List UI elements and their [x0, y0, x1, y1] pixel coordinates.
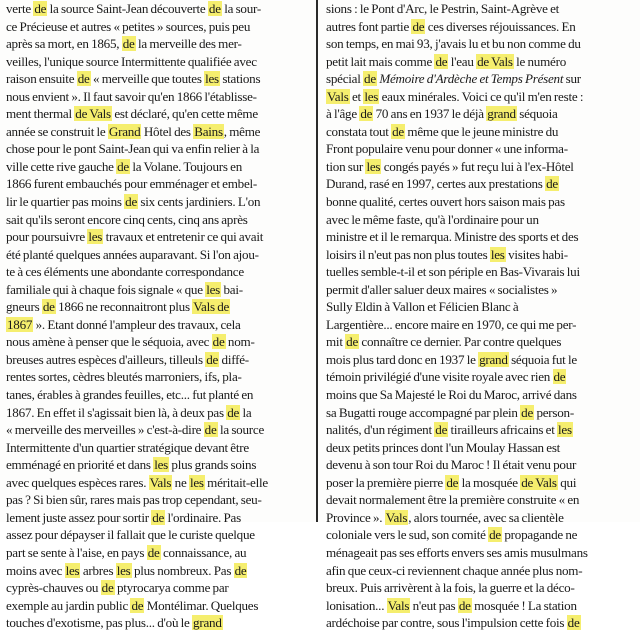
- text-line: [6, 491, 306, 509]
- text-line: [326, 351, 626, 369]
- text-line: [6, 105, 306, 123]
- text-line: [326, 421, 626, 439]
- highlighted-word: Grand: [108, 123, 141, 139]
- highlighted-word: de: [546, 176, 558, 192]
- text-line: [326, 614, 626, 632]
- text-run: coloniale vers le sud, son comité: [326, 527, 489, 543]
- text-run: poser la première pierre: [326, 474, 446, 490]
- text-run: , alors tournée, avec sa clientèle: [408, 509, 564, 525]
- text-run: 1866 furent embauchés pour emménager et embel-: [6, 176, 258, 192]
- text-line: [6, 351, 306, 369]
- highlighted-word: Vals: [327, 88, 349, 104]
- text-line: [6, 474, 306, 492]
- text-run: plus nombreux. Pas: [131, 562, 234, 578]
- text-line: [326, 246, 626, 264]
- left-column: [6, 0, 306, 632]
- text-line: [326, 211, 626, 229]
- text-line: [326, 509, 626, 527]
- highlighted-word: de: [125, 194, 137, 210]
- text-run: plus grands soins: [168, 457, 257, 473]
- text-run: raison ensuite: [6, 71, 77, 87]
- text-run: nous amène à penser que le séquoia, avec: [6, 334, 212, 350]
- right-column: [326, 0, 626, 632]
- highlighted-word: de: [34, 1, 47, 16]
- text-line: [6, 404, 306, 422]
- text-line: [326, 579, 626, 597]
- text-run: gneurs: [6, 299, 42, 315]
- text-run: petit lait mais comme: [326, 53, 435, 69]
- text-run: la source: [217, 422, 265, 438]
- text-line: [326, 439, 626, 457]
- text-run: arbres: [80, 562, 116, 578]
- text-run: qui: [557, 474, 577, 490]
- text-run: avec quelques espèces rares.: [6, 474, 149, 490]
- text-line: [326, 474, 626, 492]
- text-run: nom-: [225, 334, 255, 350]
- text-run: nous envient ». Il faut savoir qu'en 1866 l'établisse-: [6, 88, 257, 104]
- text-run: deux petits princes dont l'un Moulay Hassan est: [326, 439, 561, 455]
- text-line: [6, 175, 306, 193]
- text-line: [6, 193, 306, 211]
- text-run: veilles, l'unique source Intermittente qualifiée avec: [6, 53, 257, 69]
- text-run: eaux minérales. Voici ce qu'il m'en reste :: [379, 88, 584, 104]
- text-run: la merveille des mer-: [135, 36, 242, 52]
- text-run: et: [349, 88, 364, 104]
- text-run: touches d'exotisme, pas plus... d'où le: [6, 615, 193, 631]
- text-run: sur: [563, 71, 581, 87]
- text-run: Province ».: [326, 509, 385, 525]
- highlighted-word: de: [117, 158, 129, 174]
- text-run: congés payés » fut reçu lui à l'ex-Hôtel: [381, 158, 574, 174]
- text-run: travaux et entretenir ce qui avait: [103, 229, 264, 245]
- text-run: l'ordinaire. Pas: [165, 509, 241, 525]
- highlighted-word: de: [77, 71, 90, 87]
- highlighted-word: de: [364, 71, 376, 87]
- text-run: moins avec: [6, 562, 65, 578]
- text-run: Hôtel des: [141, 123, 194, 139]
- text-line: [6, 456, 306, 474]
- text-line: [6, 246, 306, 264]
- text-run: Durand, rasé en 1997, certes aux prestations: [326, 176, 546, 192]
- italic-title: Mémoire d'Ardèche et Temps Présent: [379, 71, 564, 87]
- text-run: Largentière... encore maire en 1970, ce qui me per-: [326, 316, 577, 332]
- text-run: constata tout: [326, 123, 392, 139]
- highlighted-word: grand: [479, 351, 508, 367]
- text-run: visites habi-: [505, 246, 568, 262]
- highlighted-word: Bains: [194, 123, 223, 139]
- highlighted-word: de: [101, 580, 114, 596]
- text-run: Montélimar. Quelques: [144, 597, 259, 613]
- text-line: [326, 263, 626, 281]
- text-run: lir le quartier pas moins: [6, 194, 125, 210]
- text-line: [6, 597, 306, 615]
- text-run: ». Etant donné l'ampleur des travaux, cela: [33, 316, 241, 332]
- text-run: mois plus tard donc en 1937 le: [326, 351, 479, 367]
- text-line: [326, 456, 626, 474]
- highlighted-word: de: [147, 544, 160, 560]
- text-run: été planté quelques années auparavant. Si l'on ajou-: [6, 246, 259, 262]
- highlighted-word: de: [204, 422, 217, 438]
- text-line: [6, 281, 306, 299]
- text-line: [326, 544, 626, 562]
- text-line: [6, 18, 306, 36]
- text-run: breux. Puis arrivèrent à la fois, la guerre et la déco-: [326, 580, 575, 596]
- highlighted-word: de Vals: [75, 106, 111, 122]
- highlighted-word: de: [227, 404, 240, 420]
- text-run: cyprès-chauves ou: [6, 580, 101, 596]
- text-run: ce Précieuse et autres « petites » sources, puis peu: [6, 18, 251, 34]
- text-run: autres font partie: [326, 18, 412, 34]
- text-run: séquoia fut le: [508, 351, 577, 367]
- text-line: [326, 298, 626, 316]
- text-run: tuelles semble-t-il et son périple en Bas-Vivarais lui: [326, 264, 580, 280]
- text-run: méritait-elle: [204, 474, 268, 490]
- text-line: [326, 228, 626, 246]
- text-run: ment thermal: [6, 106, 75, 122]
- text-run: stations: [219, 71, 261, 87]
- highlighted-word: de: [458, 597, 471, 613]
- text-run: devait normalement être la première construite « en: [326, 492, 580, 508]
- text-line: [326, 70, 626, 88]
- text-run: 1867. En effet il s'agissait bien là, à deux pas: [6, 404, 227, 420]
- text-line: [6, 263, 306, 281]
- highlighted-word: Vals: [387, 597, 410, 613]
- text-run: témoin privilégié d'une visite royale avec rien: [326, 369, 553, 385]
- text-run: Sully Eldin à Vallon et Félicien Blanc à: [326, 299, 519, 315]
- text-line: [326, 53, 626, 71]
- text-run: lonisation...: [326, 597, 387, 613]
- text-run: Front populaire venu pour donner « une informa-: [326, 141, 568, 157]
- highlighted-word: les: [366, 158, 381, 174]
- text-line: [6, 316, 306, 334]
- text-run: devenu à son tour Roi du Maroc ! Il était venu pour: [326, 457, 577, 473]
- text-run: person-: [534, 404, 574, 420]
- highlighted-word: les: [154, 457, 168, 473]
- text-run: rentes sortes, cèdres bleutés marroniers, ifs, pla-: [6, 369, 242, 385]
- text-run: bai-: [221, 281, 243, 297]
- text-run: sions : le Pont d'Arc, le Pestrin, Saint-Agrève et: [326, 1, 560, 16]
- highlighted-word: les: [189, 474, 204, 490]
- text-run: son temps, en mai 93, j'avais lu et bu non comme du: [326, 36, 581, 52]
- text-line: [6, 298, 306, 316]
- text-run: ministre et il le remarqua. Ministre des sports et des: [326, 229, 579, 245]
- text-line: [326, 404, 626, 422]
- text-run: après sa mort, en 1865,: [6, 36, 122, 52]
- text-line: [326, 526, 626, 544]
- highlighted-word: de: [567, 615, 580, 631]
- text-line: [326, 0, 626, 18]
- text-run: chose pour le pont Saint-Jean qui va enfin relier à la: [6, 141, 260, 157]
- text-line: [326, 491, 626, 509]
- text-run: pas ? Si bien sûr, rares mais pas trop cependant, seu-: [6, 492, 262, 508]
- highlighted-word: de: [446, 474, 459, 490]
- highlighted-word: de: [360, 106, 373, 122]
- text-run: part se sente à l'aise, en pays: [6, 544, 147, 560]
- text-line: [326, 193, 626, 211]
- text-line: [6, 53, 306, 71]
- text-run: propagande ne: [501, 527, 578, 543]
- text-run: six cents jardiniers. L'on: [138, 194, 261, 210]
- text-run: « merveille que toutes: [90, 71, 205, 87]
- highlighted-word: grand: [487, 106, 516, 122]
- text-run: 1866 ne reconnaitront plus: [55, 299, 193, 315]
- text-run: ville cette rive gauche: [6, 158, 117, 174]
- text-line: [6, 211, 306, 229]
- text-line: [326, 18, 626, 36]
- highlighted-word: les: [88, 229, 103, 245]
- highlighted-word: de: [412, 18, 425, 34]
- text-run: loisirs il n'eut pas non plus toutes: [326, 246, 490, 262]
- text-run: connaître ce dernier. Par contre quelques: [359, 334, 562, 350]
- highlighted-word: de: [435, 422, 448, 438]
- text-run: te à ces éléments une abondante correspondance: [6, 264, 244, 280]
- text-line: [6, 123, 306, 141]
- text-line: [326, 386, 626, 404]
- text-line: [326, 105, 626, 123]
- text-run: même que le jeune ministre du: [404, 123, 559, 139]
- highlighted-word: les: [490, 246, 505, 262]
- text-line: [326, 333, 626, 351]
- text-line: [6, 544, 306, 562]
- highlighted-word: de Vals: [477, 53, 513, 69]
- highlighted-word: les: [65, 562, 80, 578]
- text-line: [326, 88, 626, 106]
- highlighted-word: grand: [193, 615, 222, 631]
- text-run: à l'âge: [326, 106, 360, 122]
- highlighted-word: de: [346, 334, 358, 350]
- text-line: [326, 368, 626, 386]
- text-run: ces diverses réjouissances. En: [425, 18, 576, 34]
- text-run: nalités, d'un régiment: [326, 422, 435, 438]
- text-line: [6, 579, 306, 597]
- text-run: verte: [6, 1, 34, 16]
- text-run: spécial: [326, 71, 364, 87]
- text-line: [6, 228, 306, 246]
- text-run: emménagé en priorité et dans: [6, 457, 154, 473]
- text-line: [326, 316, 626, 334]
- text-run: assez pour dépayser il fallait que le curiste quelque: [6, 527, 255, 543]
- text-line: [6, 35, 306, 53]
- highlighted-word: Vals de: [193, 299, 230, 315]
- highlighted-word: de: [152, 509, 165, 525]
- text-run: la: [240, 404, 252, 420]
- text-run: connaissance, au: [160, 544, 247, 560]
- text-run: sa Bugatti rouge accompagné par plein: [326, 404, 521, 420]
- highlighted-word: de: [208, 1, 221, 16]
- text-line: [326, 140, 626, 158]
- text-line: [6, 158, 306, 176]
- text-line: [6, 439, 306, 457]
- highlighted-word: de: [435, 53, 448, 69]
- text-run: ménageait pas ses efforts envers ses amis musulmans: [326, 544, 588, 560]
- text-run: permit d'aller saluer deux maires « socialistes »: [326, 281, 558, 297]
- text-run: breuses autres espèces d'ailleurs, tilleuls: [6, 351, 206, 367]
- highlighted-word: les: [205, 71, 219, 87]
- text-line: [6, 333, 306, 351]
- text-run: bonne qualité, certes ouvert hors saison mais pas: [326, 194, 565, 210]
- highlighted-word: de: [521, 404, 534, 420]
- text-run: la Volane. Toujours en: [129, 158, 243, 174]
- highlighted-word: les: [364, 88, 379, 104]
- text-run: pour poursuivre: [6, 229, 88, 245]
- text-line: [6, 386, 306, 404]
- text-line: [326, 562, 626, 580]
- text-line: [6, 140, 306, 158]
- text-run: ptyrocarya comme par: [114, 580, 229, 596]
- text-run: la sour-: [221, 1, 261, 16]
- text-run: est déclaré, qu'en cette même: [111, 106, 258, 122]
- text-run: mit: [326, 334, 346, 350]
- text-line: [326, 158, 626, 176]
- text-run: l'eau: [448, 53, 477, 69]
- text-line: [326, 175, 626, 193]
- text-run: moins que Sa Majesté le Roi du Maroc, arrivé dans: [326, 387, 577, 403]
- text-line: [6, 614, 306, 632]
- highlighted-word: Vals: [385, 509, 408, 525]
- highlighted-word: 1867: [7, 316, 33, 332]
- highlighted-word: de: [392, 123, 404, 139]
- highlighted-word: de: [489, 527, 501, 543]
- highlighted-word: de: [234, 562, 247, 578]
- highlighted-word: de: [206, 351, 219, 367]
- text-line: [326, 123, 626, 141]
- text-run: le numéro: [513, 53, 566, 69]
- text-run: tirailleurs africains et: [448, 422, 558, 438]
- highlighted-word: les: [206, 281, 221, 297]
- text-line: [6, 0, 306, 18]
- column-divider: [316, 0, 318, 522]
- text-run: Intermittente d'un quartier stratégique devant être: [6, 439, 249, 455]
- text-run: ardéchoise par contre, sous l'impulsion cette fois: [326, 615, 567, 631]
- text-run: exemple au jardin public: [6, 597, 131, 613]
- highlighted-word: Vals: [149, 474, 172, 490]
- text-run: familiale qui à chaque fois signale « que: [6, 281, 206, 297]
- text-run: tanes, érables à grandes feuilles, etc... fut planté en: [6, 387, 254, 403]
- text-line: [326, 597, 626, 615]
- text-run: n'eut pas: [410, 597, 458, 613]
- text-line: [6, 562, 306, 580]
- highlighted-word: de Vals: [521, 474, 557, 490]
- text-run: tion sur: [326, 158, 366, 174]
- text-run: , même: [223, 123, 261, 139]
- text-run: afin que ceux-ci reviennent chaque année plus nom-: [326, 562, 583, 578]
- text-run: avec le même faste, qu'à l'ordinaire pour un: [326, 211, 539, 227]
- text-line: [6, 88, 306, 106]
- highlighted-word: de: [212, 334, 225, 350]
- text-line: [6, 526, 306, 544]
- text-run: « merveille des merveilles » c'est-à-dire: [6, 422, 204, 438]
- highlighted-word: les: [558, 422, 572, 438]
- text-line: [326, 281, 626, 299]
- text-line: [6, 70, 306, 88]
- text-run: séquoia: [516, 106, 558, 122]
- highlighted-word: de: [122, 36, 135, 52]
- text-run: la source Saint-Jean découverte: [47, 1, 208, 16]
- text-line: [6, 509, 306, 527]
- text-run: lement juste assez pour sortir: [6, 509, 152, 525]
- text-run: ne: [172, 474, 189, 490]
- text-run: diffé-: [219, 351, 249, 367]
- text-run: mosquée ! La station: [471, 597, 577, 613]
- text-run: année se construit le: [6, 123, 108, 139]
- highlighted-word: de: [131, 597, 144, 613]
- highlighted-word: les: [116, 562, 131, 578]
- text-run: la mosquée: [459, 474, 521, 490]
- text-line: [326, 35, 626, 53]
- highlighted-word: de: [42, 299, 55, 315]
- text-run: 70 ans en 1937 le déjà: [373, 106, 487, 122]
- highlighted-word: de: [553, 369, 566, 385]
- text-line: [6, 421, 306, 439]
- text-run: sait qu'ils seront encore cinq cents, cinq ans après: [6, 211, 248, 227]
- text-line: [6, 368, 306, 386]
